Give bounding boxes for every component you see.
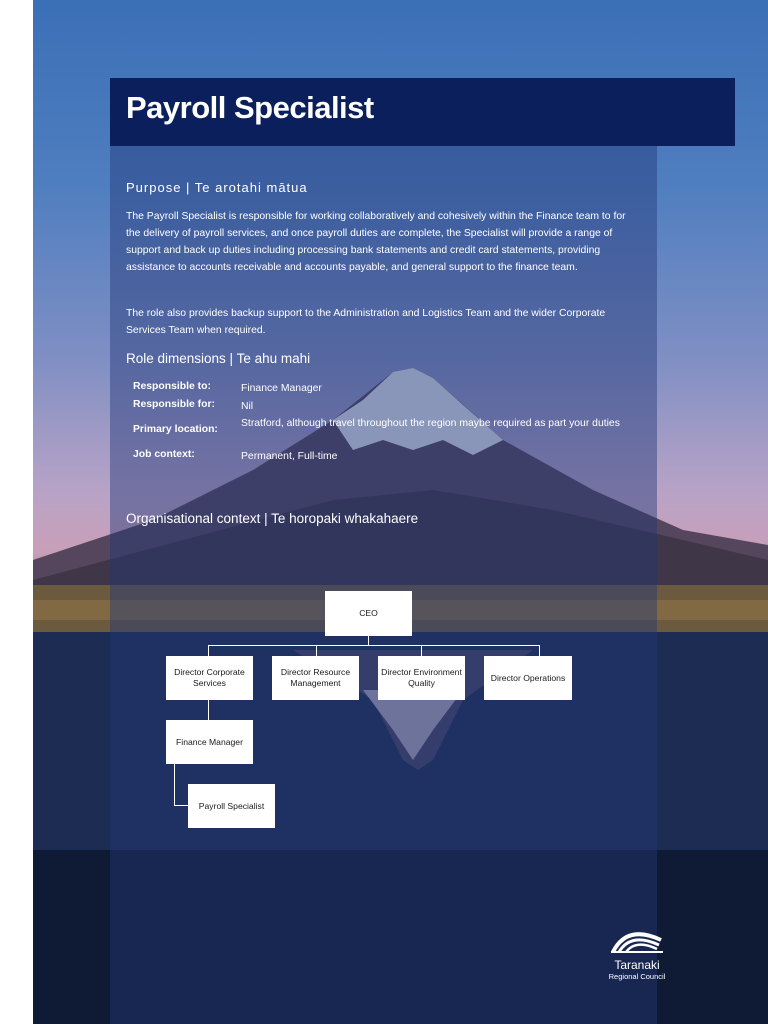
logo-name: Taranaki — [614, 958, 660, 972]
org-box-director-operations: Director Operations — [484, 656, 572, 700]
purpose-paragraph-2: The role also provides backup support to the Administration and Logistics Team and the wider Corporate Services Team when required. — [126, 308, 606, 336]
dimension-value: Permanent, Full-time — [241, 451, 338, 462]
org-box-ceo: CEO — [325, 591, 412, 636]
purpose-heading: Purpose | Te arotahi mātua — [126, 180, 308, 195]
connector-line — [316, 645, 317, 656]
role-dimensions-heading: Role dimensions | Te ahu mahi — [126, 351, 311, 366]
org-context-heading: Organisational context | Te horopaki whakahaere — [126, 511, 419, 526]
dimension-value: Nil — [241, 401, 254, 412]
dimension-label: Responsible to: — [133, 381, 211, 392]
org-box-director-resource: Director Resource Management — [272, 656, 359, 700]
connector-line — [174, 805, 188, 806]
connector-line — [421, 645, 422, 656]
connector-line — [174, 764, 175, 806]
org-box-payroll-specialist: Payroll Specialist — [188, 784, 275, 828]
page-title: Payroll Specialist — [126, 90, 374, 125]
taranaki-logo — [604, 924, 670, 984]
connector-line — [539, 645, 540, 656]
dimension-label: Primary location: — [133, 424, 218, 435]
logo-wave-icon — [609, 924, 665, 954]
dimension-label: Job context: — [133, 449, 195, 460]
logo-subtitle: Regional Council — [608, 972, 666, 981]
org-box-director-environment: Director Environment Quality — [378, 656, 465, 700]
org-box-director-corporate: Director Corporate Services — [166, 656, 253, 700]
content-panel — [110, 146, 657, 1024]
connector-line — [208, 645, 540, 646]
dimension-label: Responsible for: — [133, 399, 215, 410]
dimension-value: Finance Manager — [241, 383, 322, 394]
connector-line — [208, 700, 209, 720]
dimension-value: Stratford, although travel throughout the region maybe required as part your duties — [241, 418, 620, 429]
purpose-paragraph-1: The Payroll Specialist is responsible for working collaboratively and cohesively within the Finance team to for the delivery of payroll services, and once payroll duties are complete, the Specialist will provide a range of support and back up duties including processing bank statements and credit card statements, providing assistance to accounts receivable and accounts payable, and general support to the finance team. — [126, 211, 626, 273]
connector-line — [208, 645, 209, 656]
org-box-finance-manager: Finance Manager — [166, 720, 253, 764]
